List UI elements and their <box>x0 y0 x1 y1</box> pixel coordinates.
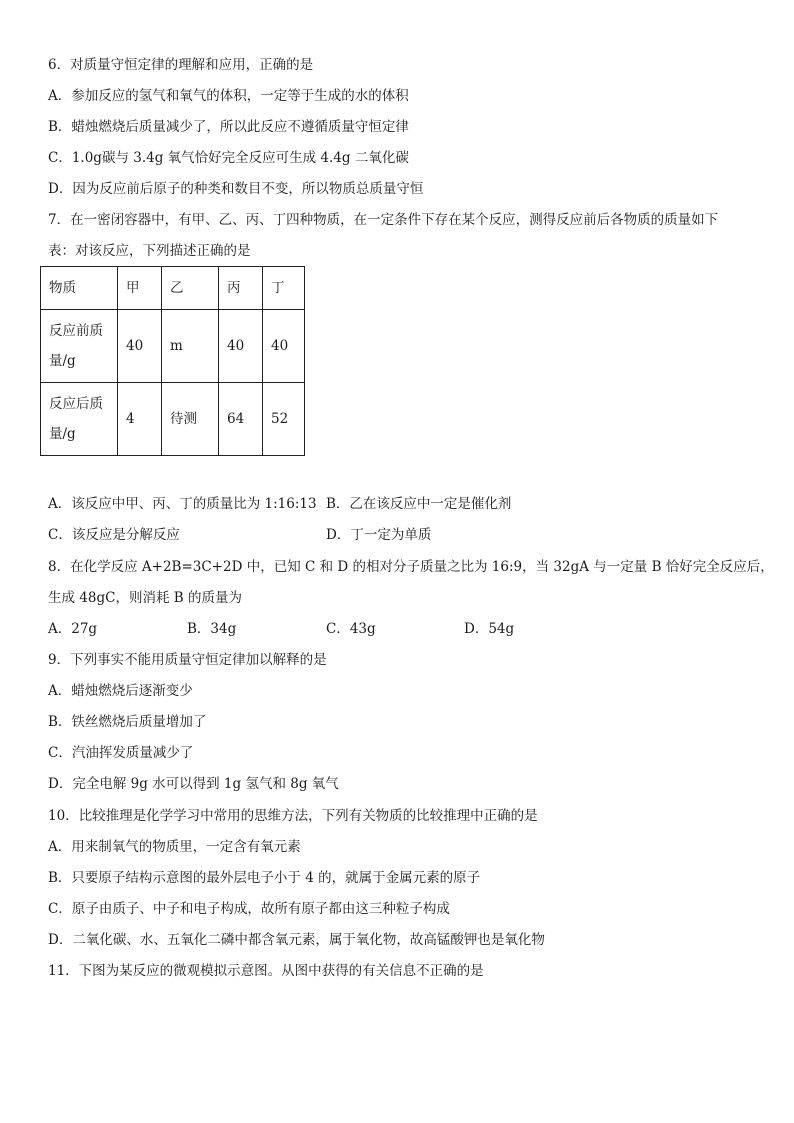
table-header-cell: 甲 <box>118 267 162 310</box>
q6-option-b: B．蜡烛燃烧后质量减少了，所以此反应不遵循质量守恒定律 <box>48 119 409 135</box>
table-cell: 40 <box>118 310 162 383</box>
q8-option-b: B．34g <box>187 621 237 637</box>
table-row-label-line1: 反应后质 <box>49 396 103 412</box>
table-cell: 4 <box>118 383 162 456</box>
q6-option-c: C．1.0g碳与 3.4g 氧气恰好完全反应可生成 4.4g 二氧化碳 <box>48 150 409 166</box>
table-cell: 64 <box>219 383 263 456</box>
table-row-label-line1: 反应前质 <box>49 323 103 339</box>
q7-option-b: B．乙在该反应中一定是催化剂 <box>326 496 512 512</box>
q9-option-d: D．完全电解 9g 水可以得到 1g 氢气和 8g 氧气 <box>48 776 339 792</box>
q9-option-a: A．蜡烛燃烧后逐渐变少 <box>48 683 193 699</box>
table-row-label <box>41 310 118 383</box>
q9-option-b: B．铁丝燃烧后质量增加了 <box>48 714 207 730</box>
table-cell: m <box>162 310 219 383</box>
table-header-cell: 丁 <box>263 267 305 310</box>
table-row <box>41 310 305 383</box>
q10-option-b: B．只要原子结构示意图的最外层电子小于 4 的，就属于金属元素的原子 <box>48 870 481 886</box>
q10-stem: 10．比较推理是化学学习中常用的思维方法，下列有关物质的比较推理中正确的是 <box>48 808 538 824</box>
q6-option-a: A．参加反应的氢气和氧气的体积，一定等于生成的水的体积 <box>48 88 409 104</box>
q10-option-a: A．用来制氧气的物质里，一定含有氧元素 <box>48 839 301 855</box>
table-cell: 待测 <box>162 383 219 456</box>
q9-stem: 9．下列事实不能用质量守恒定律加以解释的是 <box>48 652 327 668</box>
table-row <box>41 383 305 456</box>
table-header-cell: 丙 <box>219 267 263 310</box>
q7-stem-line2: 表：对该反应，下列描述正确的是 <box>48 243 251 259</box>
q11-stem: 11．下图为某反应的微观模拟示意图。从图中获得的有关信息不正确的是 <box>48 963 484 979</box>
q8-stem-line1: 8．在化学反应 A+2B=3C+2D 中，已知 C 和 D 的相对分子质量之比为 16:9，当 32gA 与一定量 B 恰好完全反应后， <box>48 559 774 575</box>
q10-option-c: C．原子由质子、中子和电子构成，故所有原子都由这三种粒子构成 <box>48 901 450 917</box>
table-row-label-line2: 量/g <box>49 426 76 442</box>
table-header-cell: 乙 <box>162 267 219 310</box>
q6-option-d: D．因为反应前后原子的种类和数目不变，所以物质总质量守恒 <box>48 181 424 197</box>
table-header-cell: 物质 <box>41 267 118 310</box>
q10-option-d: D．二氧化碳、水、五氧化二磷中都含氧元素，属于氧化物，故高锰酸钾也是氧化物 <box>48 932 545 948</box>
q7-option-a: A．该反应中甲、丙、丁的质量比为 1:16:13 <box>48 496 317 512</box>
q8-option-d: D．54g <box>464 621 515 637</box>
q8-option-a: A．27g <box>48 621 98 637</box>
table-header-row <box>41 267 305 310</box>
table-cell: 52 <box>263 383 305 456</box>
q7-mass-table <box>40 266 305 456</box>
table-row-label <box>41 383 118 456</box>
q8-stem-line2: 生成 48gC，则消耗 B 的质量为 <box>48 590 242 606</box>
q7-option-d: D．丁一定为单质 <box>326 527 432 543</box>
table-cell: 40 <box>263 310 305 383</box>
table-cell: 40 <box>219 310 263 383</box>
q9-option-c: C．汽油挥发质量减少了 <box>48 745 194 761</box>
q8-option-c: C．43g <box>326 621 376 637</box>
table-row-label-line2: 量/g <box>49 353 76 369</box>
q7-stem-line1: 7．在一密闭容器中，有甲、乙、丙、丁四种物质，在一定条件下存在某个反应，测得反应前后各物质的质量如下 <box>48 212 719 228</box>
q7-option-c: C．该反应是分解反应 <box>48 527 180 543</box>
q6-stem: 6．对质量守恒定律的理解和应用，正确的是 <box>48 57 314 73</box>
